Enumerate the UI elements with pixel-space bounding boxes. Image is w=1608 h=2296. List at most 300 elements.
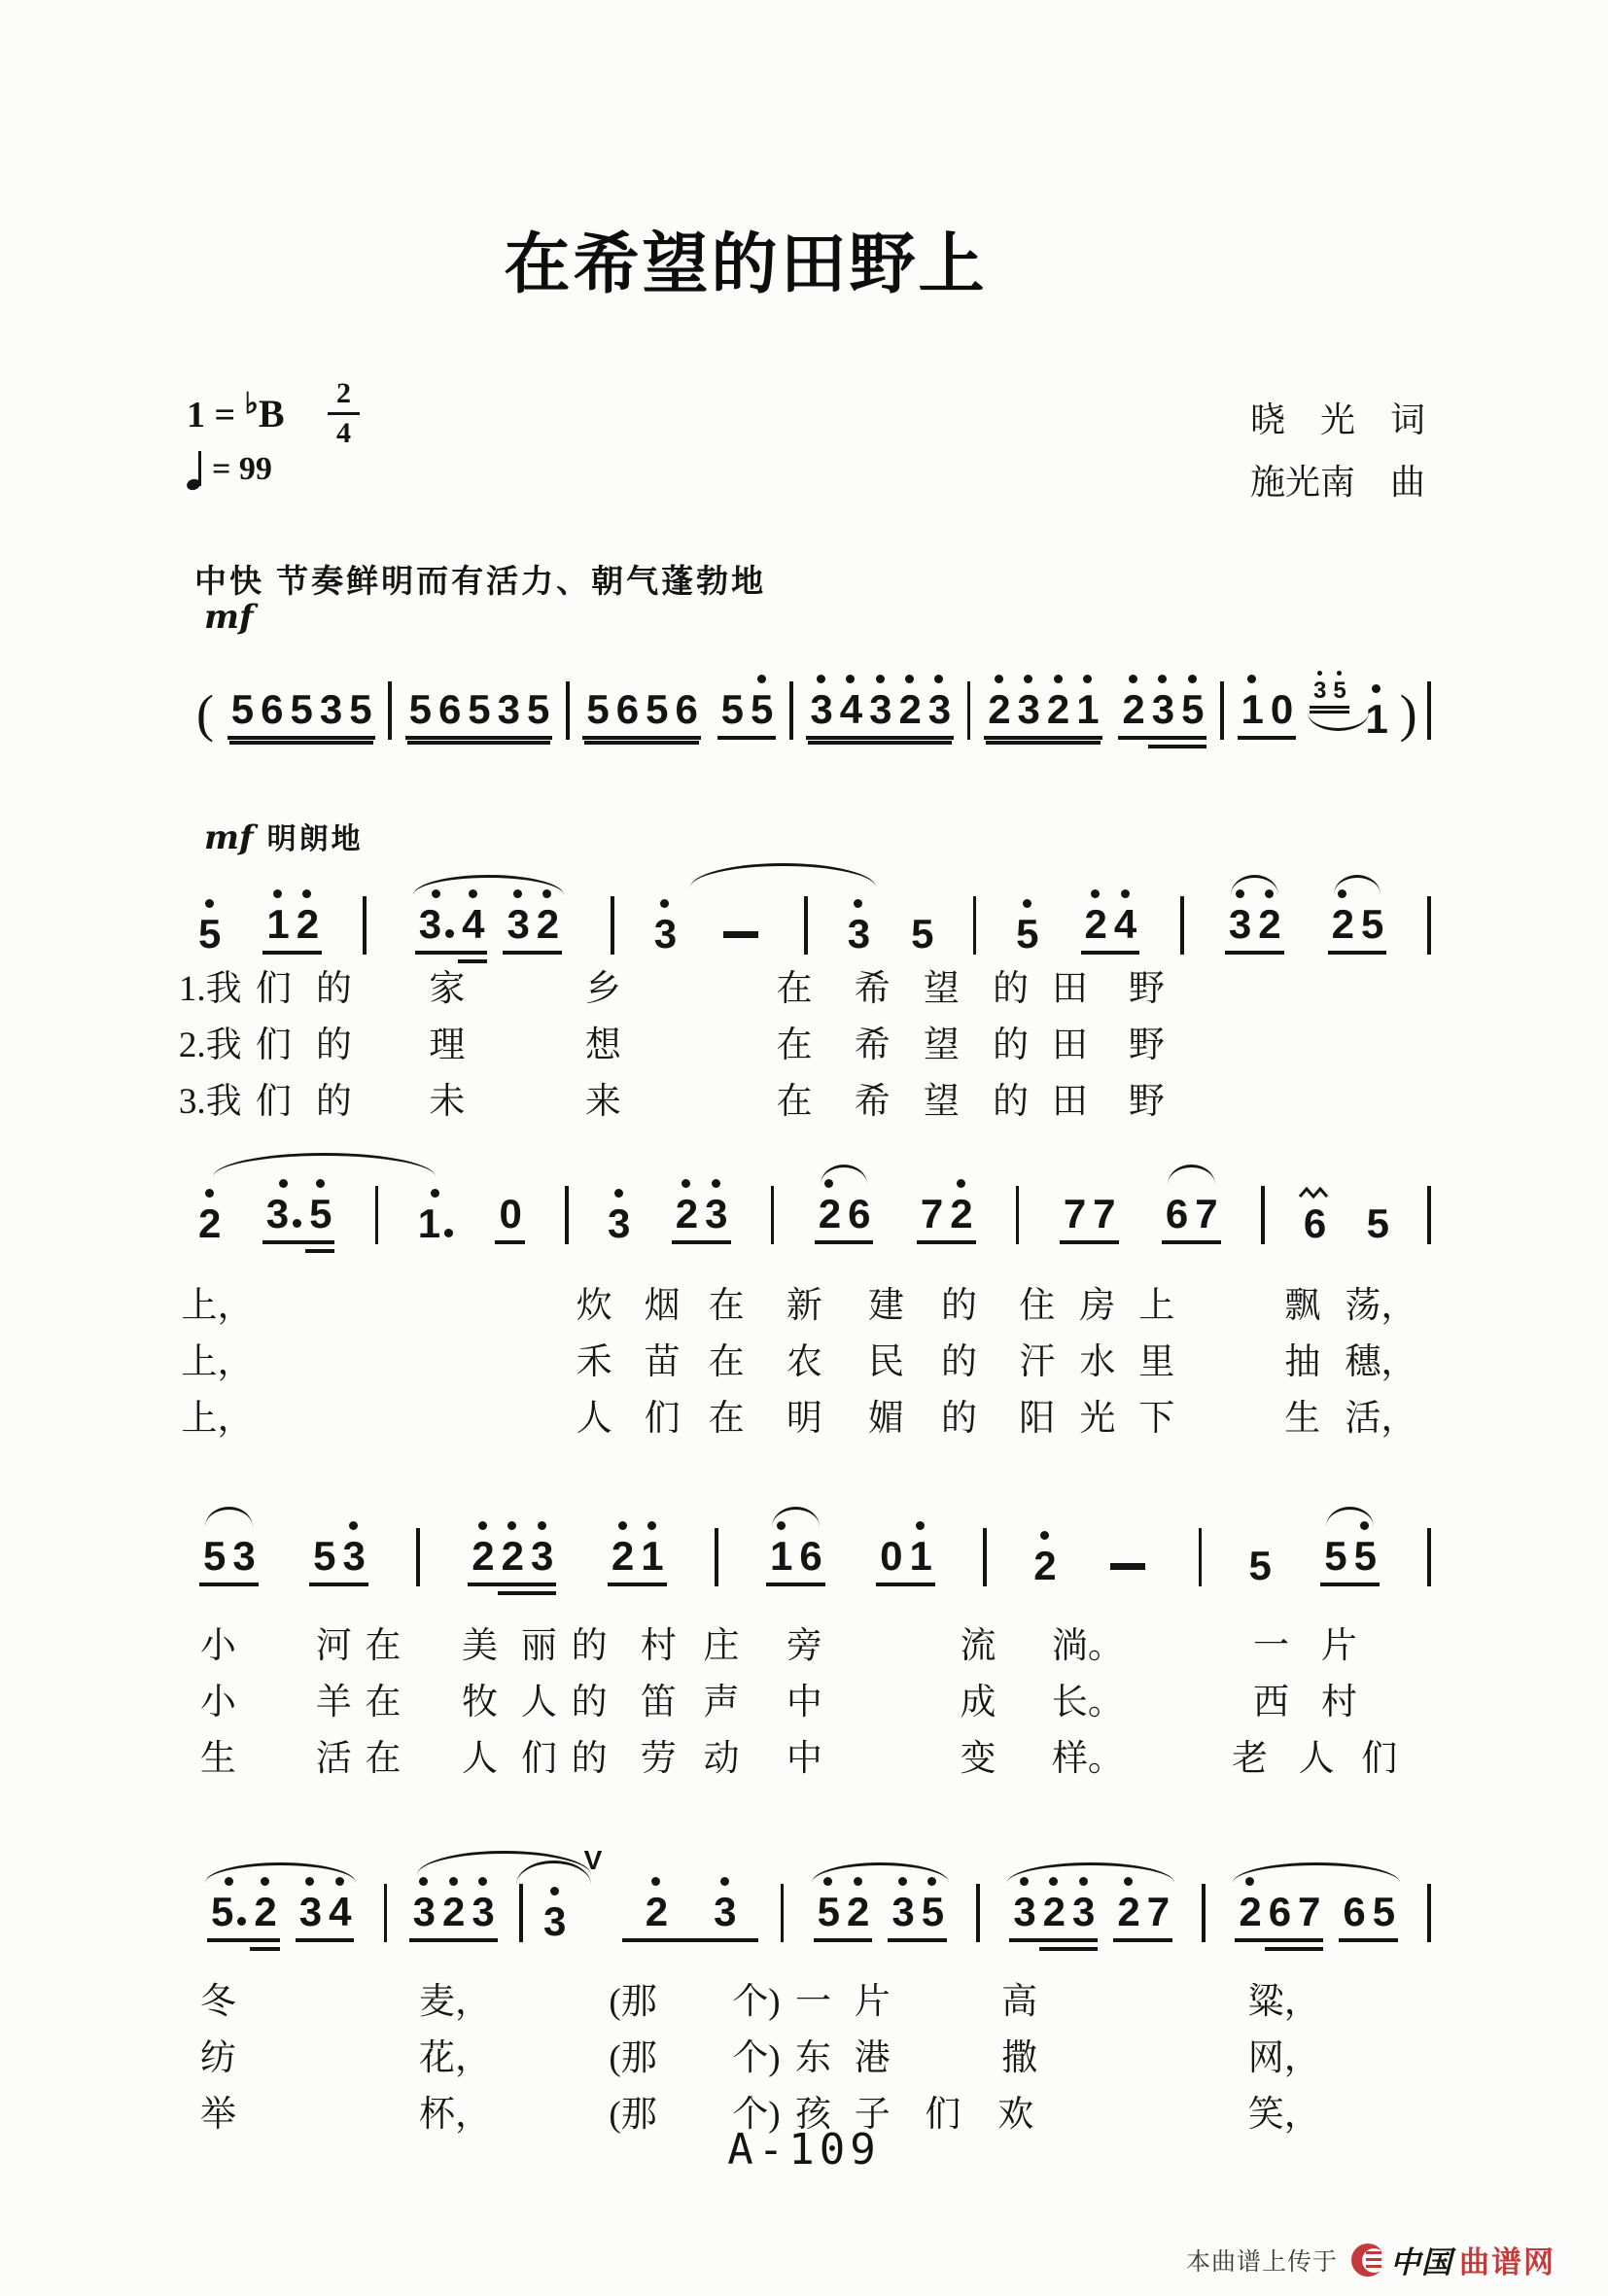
note-digit: 5 [1372,1889,1395,1934]
lyric-syllable: 丽 [520,1626,557,1666]
octave-dot [957,1179,965,1188]
lyric-syllable: 村 [640,1626,677,1666]
note-digit: 1 [769,1533,792,1579]
lyric-syllable: 子 [854,2095,891,2135]
note-digit: 6 [1303,1200,1326,1246]
lyric-syllable: 在 [776,969,813,1009]
beam-group [1235,1889,1323,1942]
octave-dot [934,675,943,683]
note [495,1191,524,1236]
note-digit: 3 [542,1898,566,1944]
barline [363,896,367,955]
watermark-text: 本曲谱上传于 [1185,2247,1338,2276]
lyric-syllable: 田 [1051,969,1088,1009]
lyric-syllable: 成 [960,1683,996,1722]
note [717,686,747,732]
lyric-syllable: 上， [181,1286,254,1326]
note [468,1889,497,1934]
note [612,686,642,732]
key-signature [187,387,285,436]
lyric-syllable: 河 [315,1626,352,1666]
octave-dot [846,675,855,683]
beam-group [622,1889,759,1942]
beam-group [815,1191,874,1244]
octave-dot [513,889,522,898]
barline [1202,1884,1206,1942]
note [409,1889,438,1934]
note [1329,679,1348,703]
note [262,1191,305,1236]
octave-dot [1188,675,1197,683]
watermark [1186,2238,1556,2281]
lyric-syllable: 家 [429,969,466,1009]
lyric-syllable: 农 [786,1342,822,1382]
note [984,686,1013,732]
beam-group [806,686,954,740]
note-digit: 3 [418,901,441,947]
lyric-syllable: 村 [1320,1683,1357,1722]
beam-group [468,1533,556,1586]
note-digit: 3 [714,1889,736,1934]
beam-group [1039,1889,1099,1934]
lyric-syllable: 建 [867,1286,904,1326]
lyric-syllable: 望 [923,1082,960,1122]
note-digit: 1 [1241,686,1263,732]
note-digit: 3 [891,1889,914,1934]
beam-group [814,1889,873,1942]
note [1014,686,1043,732]
note [1148,686,1177,732]
lyric-syllable: 在 [708,1342,745,1382]
octave-dot [1121,889,1130,898]
octave-dot [205,1189,214,1198]
time-signature-numerator: 2 [328,377,360,415]
lyric-row [175,1684,1433,1732]
beam-group [1113,1889,1172,1942]
lyric-syllable: 下 [1138,1399,1175,1439]
note [414,1200,457,1246]
lyric-syllable: 长。 [1051,1683,1124,1722]
barline [1261,1186,1265,1244]
note-digit: 1 [1365,696,1387,742]
note [316,686,345,732]
lyric-row [175,1083,1433,1131]
lyric-syllable: 个) [732,1982,781,2022]
octave-dot [305,1877,314,1886]
lyric-syllable: 们 [520,1739,557,1779]
note-digit: 1 [909,1533,931,1579]
note [415,901,458,947]
note-digit: 7 [1093,1191,1115,1236]
lyric-syllable: (那 [609,2095,657,2135]
note [650,911,680,957]
lyric-syllable: 野 [1128,969,1165,1009]
note [435,686,464,732]
note-digit: 2 [818,1191,841,1236]
note [1244,1543,1274,1588]
note-digit: 3 [265,1191,289,1236]
lyric-syllable: 美 [462,1626,499,1666]
octave-dot [478,1877,487,1886]
augmentation-dot [237,1917,246,1926]
beam-group [227,686,375,740]
note [905,1533,934,1579]
note-digit: 2 [442,1889,465,1934]
lyric-syllable: 的 [993,969,1030,1009]
octave-dot [720,1877,729,1886]
beam-group [415,901,488,955]
tie-slur-arc [690,863,876,887]
note [533,901,562,947]
note-digit: 3 [1017,686,1039,732]
lyric-syllable: 明 [786,1399,822,1439]
note [795,1533,824,1579]
octave-dot [419,1877,428,1886]
note [622,1889,690,1934]
note-digit: 7 [1298,1889,1320,1934]
octave-dot [1265,889,1274,898]
lyric-syllable: 样。 [1051,1739,1124,1779]
time-signature-denominator: 4 [336,417,351,449]
lyric-syllable: 媚 [867,1399,904,1439]
beam-group [1148,686,1207,732]
barline [388,681,392,740]
note-digit: 2 [1084,901,1106,947]
credits [1250,389,1425,513]
beam-group [1328,901,1387,955]
beam-group [1009,1889,1098,1942]
note [1361,696,1390,742]
octave-dot [1020,1877,1029,1886]
note [228,1533,258,1579]
beam-group [1339,1889,1398,1942]
octave-dot [1245,1877,1254,1886]
note-digit: 2 [254,1889,276,1934]
barline [384,1884,388,1942]
lyric-syllable: 上， [181,1399,254,1439]
note-digit: 3 [1072,1889,1095,1934]
lyric-syllable: 人 [1298,1739,1335,1779]
slur-group [1001,1889,1180,1942]
note [540,1898,569,1944]
lyric-syllable: 们 [925,2095,961,2135]
barline [967,681,971,740]
mood-mark: 明朗地 [266,823,364,855]
note [305,1191,334,1236]
lyric-syllable: 在 [708,1286,745,1326]
lyric-syllable: 片 [1320,1626,1357,1666]
note [918,1889,947,1934]
beam-group [262,901,322,955]
lyric-row [175,1627,1433,1676]
note-digit: 3 [497,686,520,732]
notation-row [194,633,1433,759]
note-digit: 2 [1033,1543,1056,1588]
note-digit: 3 [342,1533,365,1579]
flat-sign-icon: ♭ [244,388,259,420]
octave-dot [898,1877,907,1886]
note [1350,1533,1380,1579]
octave-dot [1054,675,1063,683]
note-digit: 4 [1113,901,1136,947]
lyric-syllable: 2.我 [178,1026,242,1065]
note [1225,901,1254,947]
notation-row [194,848,1433,974]
beam-group [503,901,562,955]
note-digit: 1 [417,1200,440,1246]
octave-dot [279,1179,288,1188]
note [836,686,865,732]
beam-group [405,686,553,740]
lyric-syllable: 想 [584,1026,621,1065]
lyric-syllable: 希 [854,1082,891,1122]
lyric-syllable: 杯， [419,2095,492,2135]
note-digit: 5 [921,1889,944,1934]
note-digit: 5 [1016,911,1038,957]
note [815,1191,844,1236]
note [844,911,873,957]
note-digit: 4 [329,1889,351,1934]
note-digit: 6 [799,1533,821,1579]
lyric-syllable: 的 [315,1026,352,1065]
note-digit: 3 [653,911,677,957]
note [672,1191,701,1236]
lyric-syllable: 举 [199,2095,236,2135]
octave-dot [431,1189,439,1198]
note-digit: 3 [507,901,529,947]
lyric-syllable: 上， [181,1342,254,1382]
lyric-syllable: 港 [854,2038,891,2078]
octave-dot [817,675,825,683]
augmentation-dot [293,1219,301,1228]
lyric-syllable: 上 [1138,1286,1175,1326]
lyric-syllable: 在 [776,1082,813,1122]
barline [1427,896,1431,955]
lyric-syllable: 人 [462,1739,499,1779]
octave-dot [995,675,1003,683]
note [286,686,315,732]
grace-notes [1310,679,1349,709]
lyric-row [175,1026,1433,1075]
parenthesis: ) [1399,684,1417,744]
lyric-syllable: 汗 [1019,1342,1056,1382]
lyric-syllable: 笑， [1247,2095,1320,2135]
note [766,1533,795,1579]
lyric-syllable: 野 [1128,1026,1165,1065]
lyric-syllable: 未 [429,1082,466,1122]
lyric-syllable: 人 [520,1683,557,1722]
note-digit: 6 [1343,1889,1365,1934]
lyric-syllable: 3.我 [178,1082,242,1122]
note-digit: 5 [1324,1533,1346,1579]
note [876,1533,905,1579]
note [1177,686,1206,732]
note-digit: 3 [531,1533,553,1579]
barline [983,1528,987,1586]
beam-group [1265,1889,1324,1934]
note [339,1533,368,1579]
note-digit: 5 [720,686,743,732]
note-digit: 2 [1117,1889,1139,1934]
octave-dot [854,1877,862,1886]
beam-group [1238,686,1297,740]
octave-dot [225,1877,233,1886]
octave-dot [824,1179,833,1188]
lyric-syllable: 田 [1051,1026,1088,1065]
note [701,1191,730,1236]
lyric-syllable: 个) [732,2038,781,2078]
octave-dot [432,889,440,898]
octave-dot [647,1521,656,1530]
note [405,686,435,732]
barline [804,896,808,955]
beam-group [498,1533,557,1579]
octave-dot [1360,1521,1369,1530]
note-digit: 3 [705,1191,727,1236]
octave-dot [712,1179,720,1188]
note [806,686,835,732]
sustain-dash [723,931,758,938]
lyric-syllable: 的 [315,1082,352,1122]
lyric-syllable: 的 [571,1626,608,1666]
lyric-row [175,970,1433,1019]
note-digit: 3 [232,1533,255,1579]
lyric-syllable: 的 [315,969,352,1009]
barline [715,1528,718,1586]
barline [1427,1528,1431,1586]
song-title: 在希望的田野上 [504,227,988,301]
note [1265,1889,1294,1934]
note [1030,1543,1059,1588]
note-digit: 5 [1366,1200,1388,1246]
quarter-note-icon [187,449,202,490]
lyric-syllable: 抽 [1284,1342,1321,1382]
octave-dot [542,889,551,898]
lyric-syllable: 1.我 [178,969,242,1009]
barline [1427,1884,1431,1942]
note [494,686,523,732]
beam-group [1225,901,1284,955]
note [1072,686,1101,732]
note [227,686,257,732]
lyric-row [175,1343,1433,1392]
lyric-syllable: 阳 [1019,1399,1056,1439]
note-digit: 5 [230,686,254,732]
octave-dot [469,889,477,898]
lyric-row [175,1740,1433,1789]
note [907,911,936,957]
octave-dot [316,1179,325,1188]
lyric-syllable: 孩 [794,2095,831,2135]
note [527,1533,556,1579]
octave-dot [205,899,214,908]
note-digit: 2 [988,686,1010,732]
note-digit: 3 [1013,1889,1035,1934]
note-digit: 2 [898,686,921,732]
note [296,1889,325,1934]
note-digit: 2 [1122,686,1144,732]
barline [565,1186,569,1244]
octave-dot [1083,675,1092,683]
note-digit: 6 [675,686,697,732]
lyric-syllable: 新 [786,1286,822,1326]
note-digit: 4 [839,686,862,732]
octave-dot [1049,1877,1058,1886]
octave-dot [449,1877,458,1886]
note-digit: 3 [298,1889,322,1934]
lyric-syllable: 的 [571,1683,608,1722]
lyric-syllable: 乡 [584,969,621,1009]
note [1320,1533,1349,1579]
slur-group [1227,1889,1406,1942]
note [1328,901,1357,947]
beam-group [717,686,777,740]
page-number: A-109 [727,2125,881,2174]
note-digit: 7 [1146,1889,1170,1934]
octave-dot [1124,1877,1133,1886]
lyric-syllable: 的 [571,1739,608,1779]
note-digit: 3 [1228,901,1251,947]
beam-group [458,901,487,947]
note [1238,686,1267,732]
note-digit: 5 [1248,1543,1271,1588]
note-digit: 5 [468,686,490,732]
note-digit: 5 [211,1889,233,1934]
lyric-syllable: 粱， [1247,1982,1320,2022]
note-digit: 2 [296,901,319,947]
note [1363,1200,1392,1246]
lyric-syllable: (那 [609,2038,657,2078]
note [438,1889,468,1934]
octave-dot [1079,1877,1088,1886]
watermark-brand-red: 曲谱网 [1459,2245,1556,2279]
note [843,1889,872,1934]
octave-dot [1372,684,1381,693]
barline [611,896,614,955]
note-digit: 2 [847,1889,869,1934]
note-digit: 4 [462,901,484,947]
barline [1427,681,1431,740]
expression-marking: 中快 节奏鲜明而有活力、朝气蓬勃地 [194,563,767,599]
octave-dot [927,1877,936,1886]
lyric-syllable: 们 [255,1082,292,1122]
note-digit: 5 [349,686,371,732]
note [503,901,532,947]
sustain-dash [1110,1563,1145,1570]
note-digit: 2 [536,901,559,947]
beam-group [1081,901,1140,955]
note [1357,901,1386,947]
note-digit: 2 [1331,901,1353,947]
lyric-syllable: 炊 [576,1286,612,1326]
octave-dot [651,1877,660,1886]
note-digit: 2 [472,1533,494,1579]
note [293,901,322,947]
octave-dot [1024,675,1032,683]
slur-group [407,901,570,955]
note [1235,1889,1264,1934]
lyric-syllable: 动 [703,1739,740,1779]
barline [789,681,793,740]
barline [973,896,977,955]
beam-group [296,1889,355,1942]
lyric-syllable: 穗， [1345,1342,1417,1382]
lyric-syllable: 生 [199,1739,236,1779]
breath-mark: V [583,1845,603,1875]
note-digit: 5 [646,686,668,732]
note [1143,1889,1172,1934]
barline [1220,681,1224,740]
